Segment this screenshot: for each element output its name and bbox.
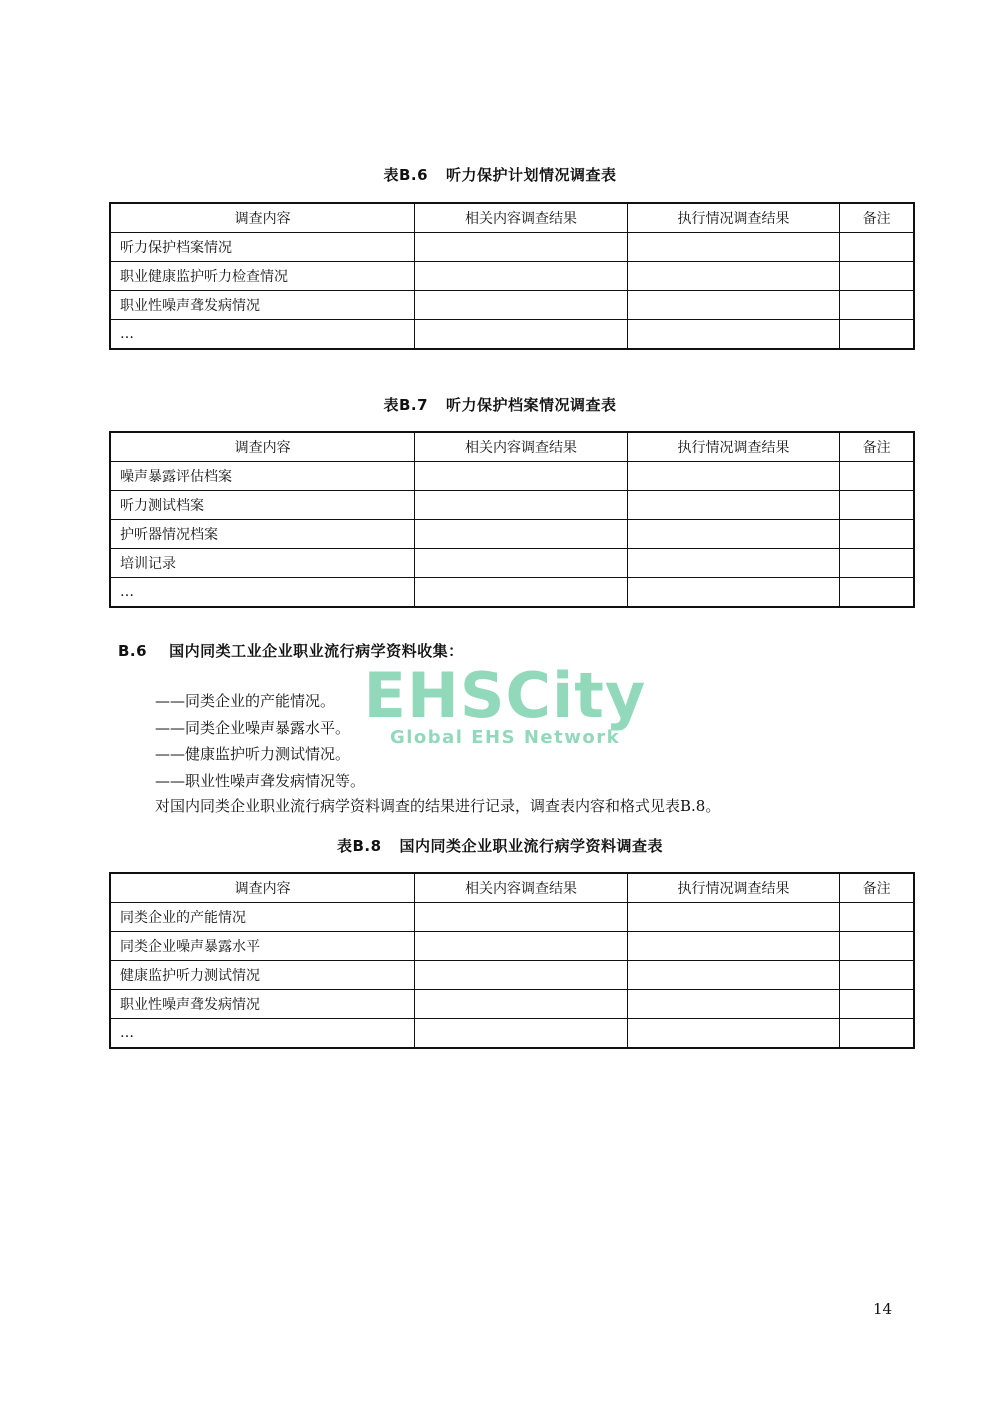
- table-b7: [109, 431, 915, 608]
- section-title: 国内同类工业企业职业流行病学资料收集：: [169, 642, 464, 660]
- cell: [840, 291, 914, 320]
- row-label: 健康监护听力测试情况: [110, 961, 415, 990]
- cell: [627, 932, 840, 961]
- cell: [415, 462, 628, 491]
- row-label: …: [110, 578, 415, 608]
- cell: [840, 462, 914, 491]
- table-row: [110, 520, 914, 549]
- table-row: [110, 233, 914, 262]
- table-header-row: [110, 432, 914, 462]
- row-label: 噪声暴露评估档案: [110, 462, 415, 491]
- table-row: [110, 990, 914, 1019]
- list-item: ——健康监护听力测试情况。: [155, 745, 351, 763]
- cell: [627, 462, 840, 491]
- header-survey-content: 调查内容: [110, 873, 415, 903]
- table-row: [110, 262, 914, 291]
- cell: [840, 578, 914, 608]
- header-survey-content: 调查内容: [110, 203, 415, 233]
- watermark-subtitle: Global EHS Network: [389, 727, 621, 748]
- cell: [840, 932, 914, 961]
- cell: [627, 233, 840, 262]
- cell: [627, 549, 840, 578]
- cell: [840, 961, 914, 990]
- table-row: [110, 961, 914, 990]
- cell: [415, 990, 628, 1019]
- row-label: 职业性噪声聋发病情况: [110, 291, 415, 320]
- cell: [627, 520, 840, 549]
- header-related-results: 相关内容调查结果: [415, 203, 628, 233]
- table-b8-title: 国内同类企业职业流行病学资料调查表: [399, 837, 664, 855]
- table-row: [110, 491, 914, 520]
- table-header-row: [110, 873, 914, 903]
- cell: [840, 1019, 914, 1049]
- row-label: 职业健康监护听力检查情况: [110, 262, 415, 291]
- cell: [627, 320, 840, 350]
- section-heading: [118, 640, 464, 661]
- header-remarks: 备注: [840, 432, 914, 462]
- cell: [627, 903, 840, 932]
- row-label: 同类企业的产能情况: [110, 903, 415, 932]
- table-b7-title: 听力保护档案情况调查表: [446, 396, 617, 414]
- row-label: 培训记录: [110, 549, 415, 578]
- header-execution-results: 执行情况调查结果: [627, 432, 840, 462]
- cell: [415, 961, 628, 990]
- table-b7-number: 表B.7: [383, 396, 429, 414]
- cell: [627, 291, 840, 320]
- cell: [415, 262, 628, 291]
- list-item: ——同类企业噪声暴露水平。: [155, 718, 351, 737]
- table-row: [110, 903, 914, 932]
- cell: [627, 1019, 840, 1049]
- cell: [415, 903, 628, 932]
- table-row: [110, 462, 914, 491]
- table-row: [110, 320, 914, 350]
- table-b7-caption: [0, 394, 1000, 415]
- table-b8: [109, 872, 915, 1049]
- cell: [840, 549, 914, 578]
- dash-list: [155, 688, 365, 794]
- header-remarks: 备注: [840, 873, 914, 903]
- header-survey-content: 调查内容: [110, 432, 415, 462]
- header-execution-results: 执行情况调查结果: [627, 203, 840, 233]
- cell: [415, 549, 628, 578]
- cell: [840, 262, 914, 291]
- table-row: [110, 1019, 914, 1049]
- cell: [415, 291, 628, 320]
- row-label: …: [110, 320, 415, 350]
- table-row: [110, 578, 914, 608]
- table-b6-caption: [0, 164, 1000, 185]
- row-label: …: [110, 1019, 415, 1049]
- header-execution-results: 执行情况调查结果: [627, 873, 840, 903]
- row-label: 听力测试档案: [110, 491, 415, 520]
- header-related-results: 相关内容调查结果: [415, 432, 628, 462]
- table-row: [110, 291, 914, 320]
- cell: [627, 990, 840, 1019]
- cell: [627, 491, 840, 520]
- cell: [627, 578, 840, 608]
- table-row: [110, 932, 914, 961]
- row-label: 职业性噪声聋发病情况: [110, 990, 415, 1019]
- table-b6-title: 听力保护计划情况调查表: [446, 166, 617, 184]
- page-number: 14: [873, 1300, 893, 1318]
- cell: [840, 491, 914, 520]
- cell: [415, 932, 628, 961]
- table-b8-number: 表B.8: [336, 837, 382, 855]
- header-remarks: 备注: [840, 203, 914, 233]
- cell: [840, 520, 914, 549]
- cell: [415, 578, 628, 608]
- table-b8-caption: [0, 835, 1000, 856]
- row-label: 同类企业噪声暴露水平: [110, 932, 415, 961]
- cell: [840, 903, 914, 932]
- list-item: ——同类企业的产能情况。: [155, 692, 336, 710]
- row-label: 听力保护档案情况: [110, 233, 415, 262]
- table-header-row: [110, 203, 914, 233]
- cell: [415, 1019, 628, 1049]
- cell: [840, 233, 914, 262]
- cell: [627, 262, 840, 291]
- cell: [627, 961, 840, 990]
- cell: [415, 491, 628, 520]
- watermark-logo-text: EHSCity: [363, 659, 647, 732]
- cell: [840, 320, 914, 350]
- ehscity-watermark: [360, 659, 650, 748]
- section-number: B.6: [118, 642, 148, 660]
- cell: [415, 520, 628, 549]
- cell: [415, 320, 628, 350]
- table-b6-number: 表B.6: [383, 166, 429, 184]
- table-b6: [109, 202, 915, 350]
- body-paragraph: 对国内同类企业职业流行病学资料调查的结果进行记录，调查表内容和格式见表B.8。: [155, 797, 721, 815]
- row-label: 护听器情况档案: [110, 520, 415, 549]
- header-related-results: 相关内容调查结果: [415, 873, 628, 903]
- table-row: [110, 549, 914, 578]
- cell: [415, 233, 628, 262]
- list-item: ——职业性噪声聋发病情况等。: [155, 771, 366, 790]
- cell: [840, 990, 914, 1019]
